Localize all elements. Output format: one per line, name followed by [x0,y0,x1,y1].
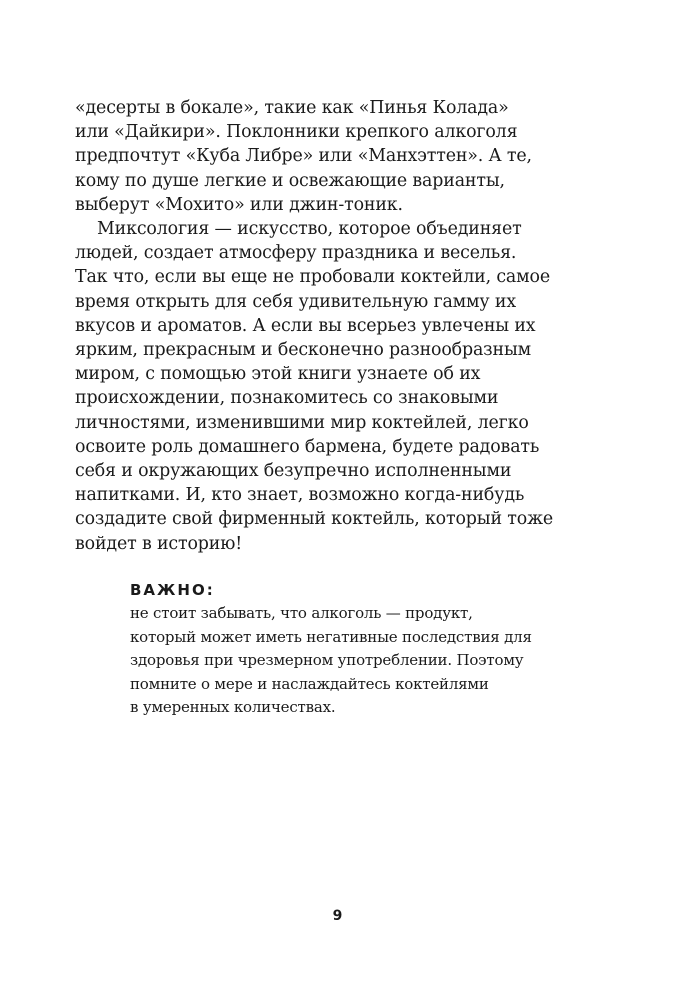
body-line: время открыть для себя удивительную гамму их [75,291,516,312]
body-line: личностями, изменившими мир коктейлей, легко [75,412,529,433]
note-line: в умеренных количествах. [130,698,336,716]
paragraph-first-line: Миксология — искусство, которое объединяет [97,219,522,240]
body-line: войдет в историю! [75,533,243,554]
note-text [130,602,600,720]
body-line: освоите роль домашнего бармена, будете радовать [75,436,540,457]
body-line: или «Дайкири». Поклонники крепкого алкоголя [75,122,518,143]
body-line: предпочтут «Куба Либре» или «Манхэттен». А те, [75,146,532,167]
body-line: кому по душе легкие и освежающие варианты, [75,170,505,191]
note-line: который может иметь негативные последствия для [130,627,532,646]
page-number: 9 [332,908,343,924]
note-line: помните о мере и наслаждайтесь коктейлями [130,674,489,693]
note-title: ВАЖНО: [130,581,215,599]
note-line: не стоит забывать, что алкоголь — продукт, [130,604,473,622]
important-note [130,580,600,720]
body-line: выберут «Мохито» или джин-тоник. [75,194,403,215]
body-line: людей, создает атмосферу праздника и веселья. [75,243,517,264]
body-line: миром, с помощью этой книги узнаете об их [75,364,481,385]
body-line: ярким, прекрасным и бесконечно разнообразным [75,340,532,361]
body-text [75,96,595,556]
body-line: напитками. И, кто знает, возможно когда-нибудь [75,485,525,506]
body-line: себя и окружающих безупречно исполненными [75,461,512,482]
body-line: Так что, если вы еще не пробовали коктейли, самое [75,267,550,288]
body-line: вкусов и ароматов. А если вы всерьез увлечены их [75,315,536,336]
body-line: «десерты в бокале», такие как «Пинья Колада» [75,98,509,118]
body-line: происхождении, познакомитесь со знаковыми [75,388,499,409]
note-line: здоровья при чрезмерном употреблении. Поэтому [130,651,524,669]
body-line: создадите свой фирменный коктейль, который тоже [75,509,554,530]
